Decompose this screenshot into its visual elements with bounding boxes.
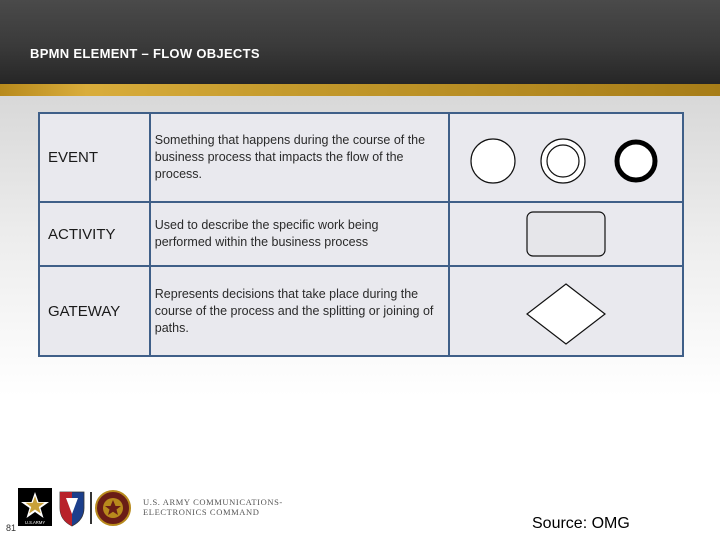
row-description: Used to describe the specific work being performed within the business process [150,202,449,266]
start-event-icon [471,139,515,183]
gateway-shapes-svg [450,268,680,354]
logo-divider [90,492,92,524]
gold-accent-bar [0,84,720,96]
gateway-shapes [449,266,683,356]
organization-line-1: U.S. ARMY COMMUNICATIONS- [143,497,283,507]
header-bar [0,0,720,84]
row-description: Represents decisions that take place during the course of the process and the splitting or joining of paths. [150,266,449,356]
footer-logos [16,484,286,530]
organization-line-2: ELECTRONICS COMMAND [143,507,260,517]
gateway-diamond-icon [527,284,605,344]
table-row [39,202,683,266]
shield-icon [60,492,84,526]
slide-title: BPMN ELEMENT – FLOW OBJECTS [30,46,260,61]
army-logo-text: U.S.ARMY [24,520,46,525]
flow-objects-table [38,112,684,357]
activity-shapes-svg [450,204,680,264]
table-row [39,113,683,202]
table-row [39,266,683,356]
event-shapes-svg [450,115,680,200]
page-number: 81 [6,523,17,533]
row-name: GATEWAY [39,266,150,356]
army-star-logo [18,488,52,526]
activity-task-icon [527,212,605,256]
row-name: ACTIVITY [39,202,150,266]
row-name: EVENT [39,113,150,202]
source-caption: Source: OMG [532,515,630,532]
activity-shapes [449,202,683,266]
row-description: Something that happens during the course of the business process that impacts the flow of the process. [150,113,449,202]
command-seal-icon [96,491,130,525]
event-shapes [449,113,683,202]
end-event-icon [617,142,655,180]
